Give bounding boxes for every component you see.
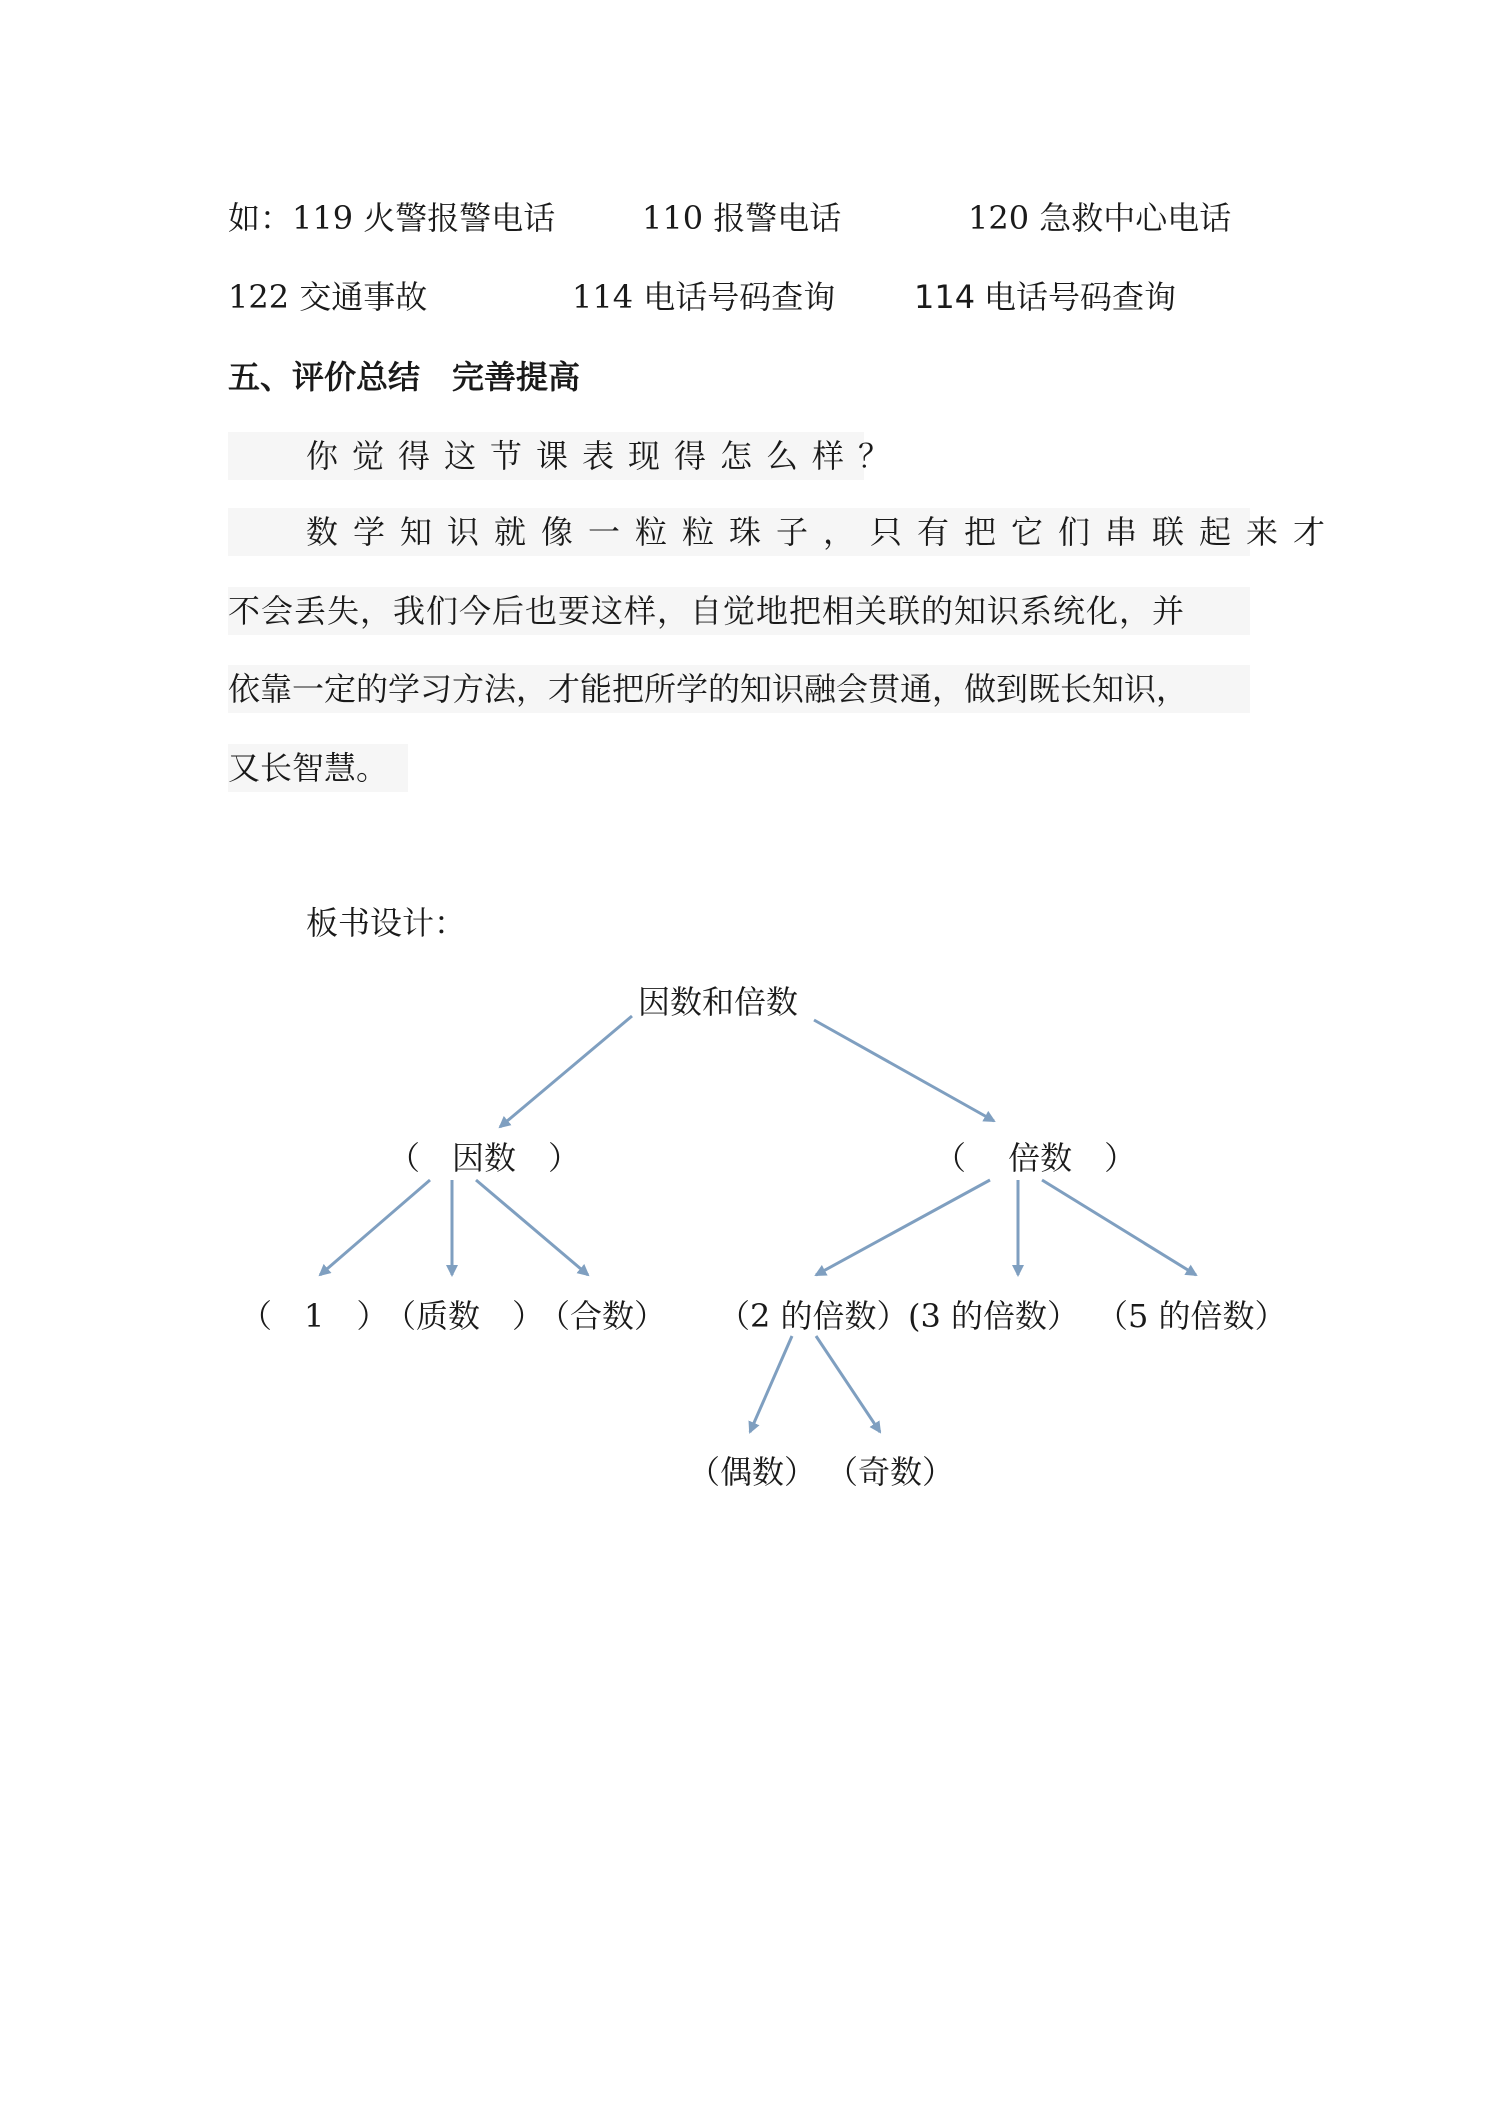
paragraph-line-3: 依靠一定的学习方法，才能把所学的知识融会贯通，做到既长知识， xyxy=(228,670,1189,708)
arrow-2-even xyxy=(750,1336,792,1432)
phone-row2-item3: 电话号码查询 xyxy=(984,278,1177,316)
arrow-2-odd xyxy=(816,1336,880,1432)
node-multiple-of-3: (3 的倍数） xyxy=(908,1297,1080,1335)
paragraph-line-1: 数学知识就像一粒粒珠子，只有把它们串联起来才 xyxy=(306,513,1341,551)
phone-row2-item1: 122 交通事故 xyxy=(228,278,428,316)
phone-row1-item1: 如：119 火警报警电话 xyxy=(228,199,556,237)
node-prime: （质数 ） xyxy=(384,1297,545,1335)
board-label: 板书设计： xyxy=(306,904,467,942)
node-factor: （ 因数 ） xyxy=(388,1139,581,1177)
phone-row1-item3: 120 急救中心电话 xyxy=(968,199,1232,237)
arrow-root-multiple xyxy=(814,1020,994,1121)
question-text: 你觉得这节课表现得怎么样？ xyxy=(306,437,905,475)
arrow-root-factor xyxy=(500,1016,632,1127)
node-multiple-of-5: （5 的倍数） xyxy=(1096,1297,1287,1335)
arrow-multiple-2 xyxy=(816,1180,990,1275)
arrow-factor-one xyxy=(320,1180,430,1275)
phone-row2-number-bold: 114 xyxy=(914,278,976,316)
node-even: （偶数） xyxy=(688,1453,817,1491)
phone-row1-item2: 110 报警电话 xyxy=(642,199,842,237)
arrow-factor-composite xyxy=(476,1180,588,1275)
node-multiple-of-2: （2 的倍数） xyxy=(718,1297,909,1335)
node-root: 因数和倍数 xyxy=(638,983,799,1021)
section-heading: 五、评价总结 完善提高 xyxy=(228,358,581,396)
phone-row2-item2: 114 电话号码查询 xyxy=(572,278,836,316)
node-multiple: （ 倍数 ） xyxy=(934,1139,1137,1177)
paragraph-line-2: 不会丢失，我们今后也要这样，自觉地把相关联的知识系统化，并 xyxy=(228,592,1186,630)
arrow-multiple-5 xyxy=(1042,1180,1196,1275)
paragraph-line-4: 又长智慧。 xyxy=(228,749,389,787)
node-one: （ 1 ） xyxy=(240,1297,389,1335)
node-composite: （合数） xyxy=(538,1297,667,1335)
node-odd: （奇数） xyxy=(826,1453,955,1491)
